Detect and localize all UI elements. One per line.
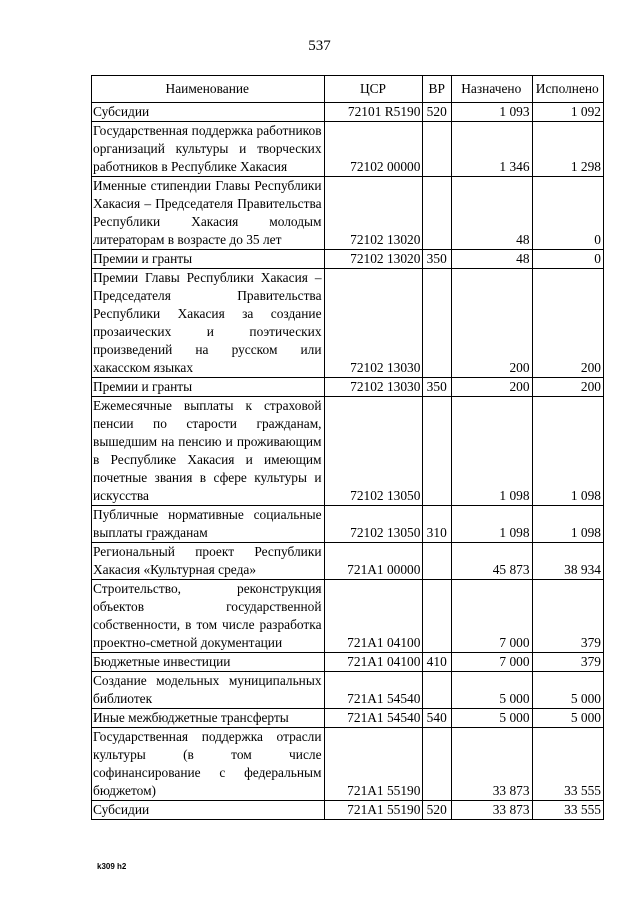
table-row xyxy=(92,177,604,250)
table-row xyxy=(92,506,604,543)
row-done: 1 098 xyxy=(532,397,603,506)
row-csr: 721A1 04100 xyxy=(324,580,423,653)
row-done: 200 xyxy=(532,269,603,378)
table-row xyxy=(92,103,604,122)
row-done: 0 xyxy=(532,250,603,269)
row-done: 1 092 xyxy=(532,103,603,122)
row-done: 5 000 xyxy=(532,709,603,728)
row-vr xyxy=(423,580,452,653)
row-done: 0 xyxy=(532,177,603,250)
row-name: Государственная поддержка работников организаций культуры и творческих работников в Республике Хакасия xyxy=(92,122,325,177)
row-name: Иные межбюджетные трансферты xyxy=(92,709,325,728)
row-name: Субсидии xyxy=(92,801,325,820)
row-done: 38 934 xyxy=(532,543,603,580)
table-row xyxy=(92,801,604,820)
row-done: 1 298 xyxy=(532,122,603,177)
row-csr: 721A1 55190 xyxy=(324,801,423,820)
row-vr: 520 xyxy=(423,103,452,122)
row-csr: 72101 R5190 xyxy=(324,103,423,122)
table-row xyxy=(92,250,604,269)
row-csr: 721A1 55190 xyxy=(324,728,423,801)
row-name: Ежемесячные выплаты к страховой пенсии по старости гражданам, вышедшим на пенсию и проживающим в Республике Хакасия и имеющим почетные звания в сфере культуры и искусства xyxy=(92,397,325,506)
document-code: k309 h2 xyxy=(97,862,127,871)
row-done: 33 555 xyxy=(532,801,603,820)
row-done: 5 000 xyxy=(532,672,603,709)
table-header-row xyxy=(92,76,604,103)
row-name: Строительство, реконструкция объектов государственной собственности, в том числе разработка проектно-сметной документации xyxy=(92,580,325,653)
row-vr: 520 xyxy=(423,801,452,820)
row-name: Региональный проект Республики Хакасия «Культурная среда» xyxy=(92,543,325,580)
row-plan: 1 093 xyxy=(452,103,533,122)
row-plan: 7 000 xyxy=(452,653,533,672)
row-csr: 72102 13050 xyxy=(324,397,423,506)
row-vr xyxy=(423,543,452,580)
header-name: Наименование xyxy=(92,76,325,103)
row-vr: 310 xyxy=(423,506,452,543)
row-vr xyxy=(423,397,452,506)
table-row xyxy=(92,653,604,672)
row-name: Создание модельных муниципальных библиотек xyxy=(92,672,325,709)
row-csr: 721A1 54540 xyxy=(324,672,423,709)
row-done: 200 xyxy=(532,378,603,397)
row-name: Именные стипендии Главы Республики Хакасия – Председателя Правительства Республики Хакасия молодым литераторам в возрасте до 35 лет xyxy=(92,177,325,250)
row-plan: 45 873 xyxy=(452,543,533,580)
header-done: Исполнено xyxy=(532,76,603,103)
row-name: Бюджетные инвестиции xyxy=(92,653,325,672)
row-vr xyxy=(423,177,452,250)
table-row xyxy=(92,543,604,580)
row-done: 33 555 xyxy=(532,728,603,801)
table-row xyxy=(92,397,604,506)
row-csr: 72102 13050 xyxy=(324,506,423,543)
row-name: Публичные нормативные социальные выплаты гражданам xyxy=(92,506,325,543)
row-plan: 5 000 xyxy=(452,672,533,709)
row-csr: 72102 13030 xyxy=(324,269,423,378)
row-plan: 1 098 xyxy=(452,506,533,543)
table-row xyxy=(92,122,604,177)
table-row xyxy=(92,709,604,728)
table-row xyxy=(92,269,604,378)
row-vr xyxy=(423,122,452,177)
row-plan: 33 873 xyxy=(452,801,533,820)
row-plan: 1 346 xyxy=(452,122,533,177)
row-vr xyxy=(423,672,452,709)
row-csr: 72102 13020 xyxy=(324,177,423,250)
row-plan: 33 873 xyxy=(452,728,533,801)
header-vr: ВР xyxy=(423,76,452,103)
row-vr: 540 xyxy=(423,709,452,728)
row-name: Субсидии xyxy=(92,103,325,122)
row-name: Премии и гранты xyxy=(92,378,325,397)
budget-table xyxy=(91,75,604,820)
row-plan: 1 098 xyxy=(452,397,533,506)
table-row xyxy=(92,728,604,801)
table-row xyxy=(92,378,604,397)
row-name: Премии и гранты xyxy=(92,250,325,269)
page-number: 537 xyxy=(308,38,331,54)
row-vr: 350 xyxy=(423,378,452,397)
row-csr: 72102 13030 xyxy=(324,378,423,397)
row-csr: 721A1 00000 xyxy=(324,543,423,580)
header-plan: Назначено xyxy=(452,76,533,103)
row-done: 379 xyxy=(532,580,603,653)
row-csr: 72102 00000 xyxy=(324,122,423,177)
row-done: 1 098 xyxy=(532,506,603,543)
row-plan: 200 xyxy=(452,378,533,397)
row-csr: 72102 13020 xyxy=(324,250,423,269)
row-plan: 5 000 xyxy=(452,709,533,728)
header-csr: ЦСР xyxy=(324,76,423,103)
row-done: 379 xyxy=(532,653,603,672)
row-vr xyxy=(423,728,452,801)
row-csr: 721A1 54540 xyxy=(324,709,423,728)
row-plan: 48 xyxy=(452,250,533,269)
row-vr: 410 xyxy=(423,653,452,672)
row-plan: 7 000 xyxy=(452,580,533,653)
row-name: Премии Главы Республики Хакасия – Председателя Правительства Республики Хакасия за создание прозаических и поэтических произведений на русском или хакасском языках xyxy=(92,269,325,378)
row-plan: 48 xyxy=(452,177,533,250)
row-vr xyxy=(423,269,452,378)
row-plan: 200 xyxy=(452,269,533,378)
row-vr: 350 xyxy=(423,250,452,269)
table-row xyxy=(92,672,604,709)
row-csr: 721A1 04100 xyxy=(324,653,423,672)
table-row xyxy=(92,580,604,653)
row-name: Государственная поддержка отрасли культуры (в том числе софинансирование с федеральным бюджетом) xyxy=(92,728,325,801)
